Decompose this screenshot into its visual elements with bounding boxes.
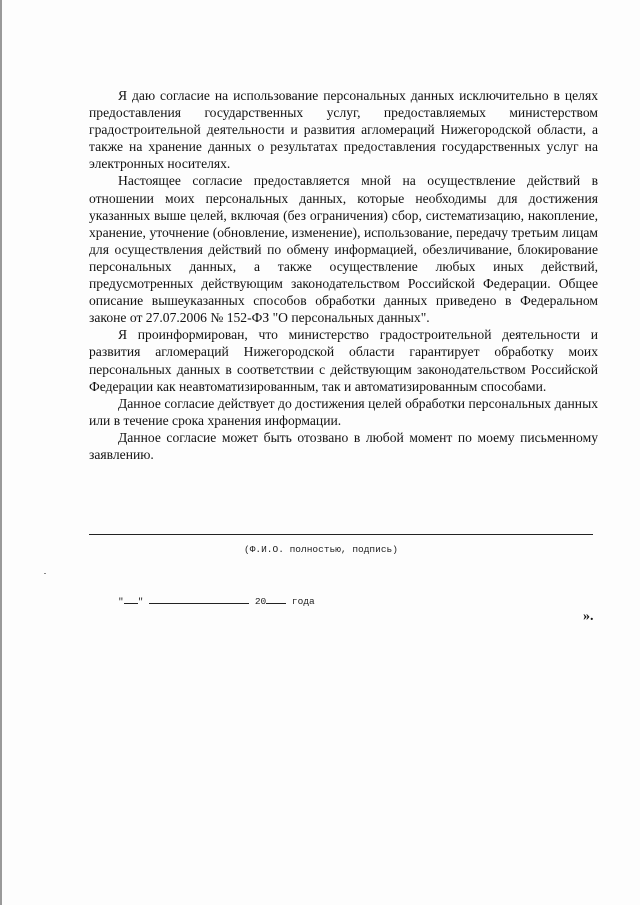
year-suffix: года (291, 596, 315, 607)
closing-quote-mark: ». (583, 609, 594, 624)
paragraph-revocation: Данное согласие может быть отозвано в любой момент по моему письменному заявлению. (89, 429, 598, 462)
year-blank-field (266, 593, 286, 604)
date-open-quote: " (118, 596, 124, 607)
paragraph-informed: Я проинформирован, что министерство градостроительной деятельности и развития агломераций Нижегородской области гарантирует обработку моих персональных данных в соответствии с действующим законодательством Российской Федерации как неавтоматизированным, так и автоматизированным способами. (89, 327, 598, 394)
signature-line (89, 534, 593, 535)
scan-speck (44, 573, 46, 574)
date-close-quote: " (137, 596, 144, 607)
paragraph-consent-actions: Настоящее согласие предоставляется мной на осуществление действий в отношении моих персональных данных, которые необходимы для достижения указанных выше целей, включая (без ограничения) сбор, систематизацию, накопление, хранение, уточнение (обновление, изменение), использование, передачу третьим лицам для осуществления действий по обмену информацией, обезличивание, блокирование персональных данных, а также осуществление любых иных действий, предусмотренных действующим законодательством Российской Федерации. Общее описание вышеуказанных способов обработки данных приведено в Федеральном законе от 27.07.2006 № 152-ФЗ "О персональных данных". (89, 173, 598, 326)
page-edge-shadow (0, 0, 2, 905)
paragraph-consent-purpose: Я даю согласие на использование персональных данных исключительно в целях предоставления государственных услуг, предоставляемых министерством градостроительной деятельности и развития агломераций Нижегородской области, а также на хранение данных о результатах предоставления государственных услуг на электронных носителях. (89, 88, 598, 172)
month-blank-field (149, 593, 249, 604)
paragraph-validity: Данное согласие действует до достижения целей обработки персональных данных или в течение срока хранения информации. (89, 395, 598, 428)
year-prefix: 20 (254, 596, 267, 607)
consent-text (89, 87, 598, 463)
date-line (118, 593, 315, 607)
day-blank-field (124, 593, 138, 604)
signature-caption: (Ф.И.О. полностью, подпись) (244, 544, 398, 555)
